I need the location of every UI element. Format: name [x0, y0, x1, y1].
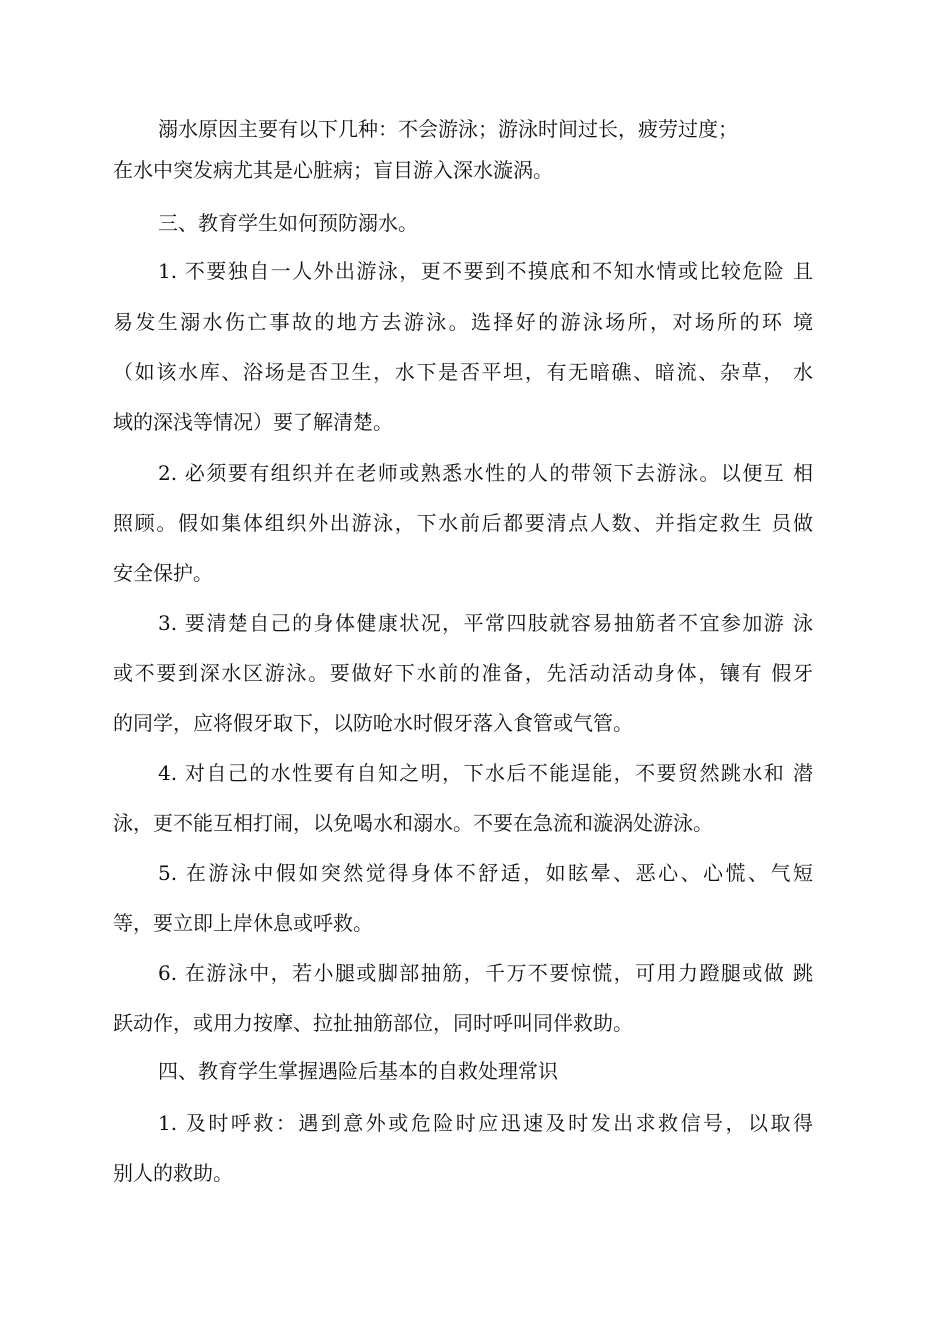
- text-line: 5. 在游泳中假如突然觉得身体不舒适，如眩晕、恶心、心慌、气短: [158, 861, 813, 885]
- text-line: 3. 要清楚自己的身体健康状况，平常四肢就容易抽筋者不宜参加游 泳: [158, 611, 813, 635]
- text-line: 易发生溺水伤亡事故的地方去游泳。选择好的游泳场所，对场所的环 境: [113, 310, 813, 334]
- text-line: 6. 在游泳中，若小腿或脚部抽筋，千万不要惊慌，可用力蹬腿或做 跳: [158, 961, 813, 985]
- text-line: （如该水库、浴场是否卫生，水下是否平坦，有无暗礁、暗流、杂草， 水: [113, 360, 813, 384]
- text-line: 1. 及时呼救：遇到意外或危险时应迅速及时发出求救信号，以取得: [158, 1111, 813, 1135]
- text-line: 的同学，应将假牙取下，以防呛水时假牙落入食管或气管。: [113, 711, 633, 735]
- text-line: 在水中突发病尤其是心脏病；盲目游入深水漩涡。: [113, 158, 553, 182]
- text-line: 泳，更不能互相打闹，以免喝水和溺水。不要在急流和漩涡处游泳。: [113, 811, 713, 835]
- text-line: 跃动作，或用力按摩、拉扯抽筋部位，同时呼叫同伴救助。: [113, 1011, 633, 1035]
- text-line: 2. 必须要有组织并在老师或熟悉水性的人的带领下去游泳。以便互 相: [158, 461, 813, 485]
- section-heading: 三、教育学生如何预防溺水。: [158, 211, 418, 235]
- text-line: 照顾。假如集体组织外出游泳，下水前后都要清点人数、并指定救生 员做: [113, 511, 813, 535]
- text-line: 1. 不要独自一人外出游泳，更不要到不摸底和不知水情或比较危险 且: [158, 259, 813, 283]
- text-line: 4. 对自己的水性要有自知之明，下水后不能逞能，不要贸然跳水和 潜: [158, 761, 813, 785]
- text-line: 或不要到深水区游泳。要做好下水前的准备，先活动活动身体，镶有 假牙: [113, 661, 813, 685]
- section-heading: 四、教育学生掌握遇险后基本的自救处理常识: [158, 1059, 558, 1083]
- text-line: 溺水原因主要有以下几种：不会游泳；游泳时间过长，疲劳过度；: [158, 117, 738, 141]
- text-line: 别人的救助。: [113, 1161, 233, 1185]
- text-line: 等，要立即上岸休息或呼救。: [113, 911, 373, 935]
- text-line: 安全保护。: [113, 561, 213, 585]
- text-line: 域的深浅等情况）要了解清楚。: [113, 410, 393, 434]
